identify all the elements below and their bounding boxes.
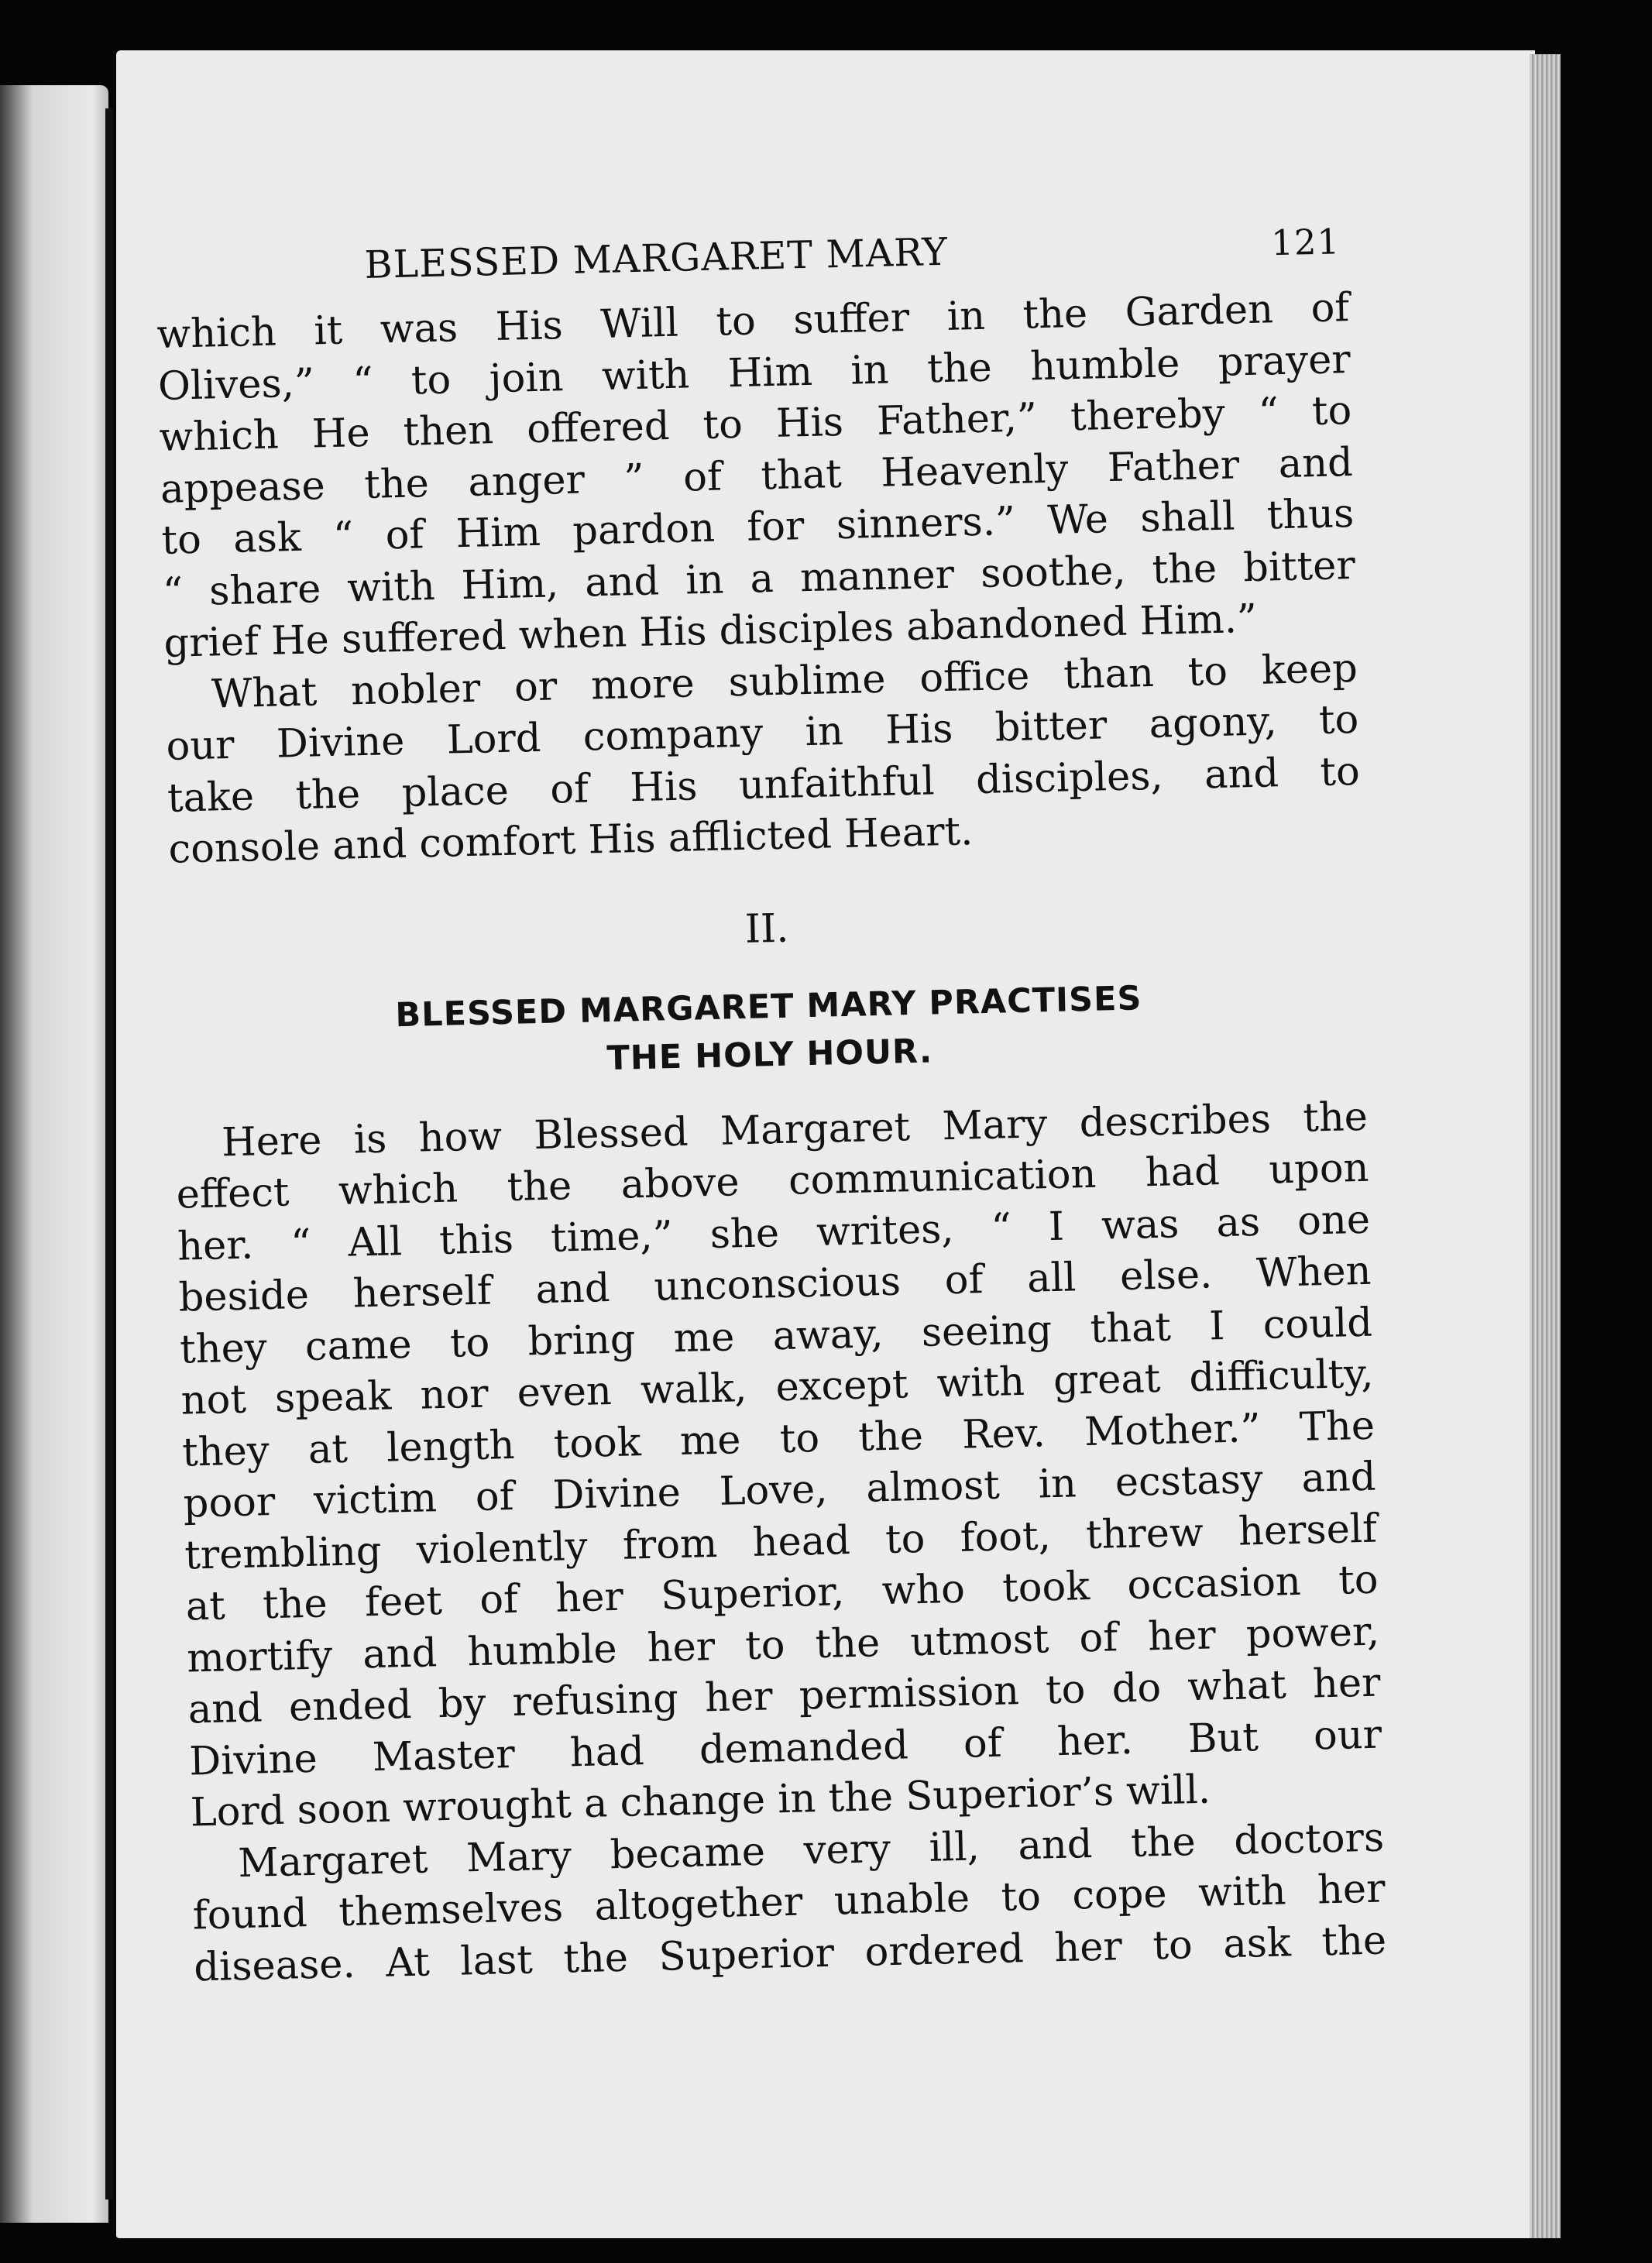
page-edge-stack <box>1530 54 1561 2238</box>
text-line: beside herself and unconscious of all else. When <box>178 1248 1372 1321</box>
text-line: Margaret Mary became very ill, and the doctors <box>237 1815 1385 1887</box>
text-line: Divine Master had demanded of her. But our <box>188 1712 1382 1784</box>
text-line: found themselves altogether unable to cope with her <box>192 1866 1386 1939</box>
section-number: II. <box>744 905 790 953</box>
text-line: effect which the above communication had upon <box>176 1145 1370 1218</box>
text-line: grief He suffered when His disciples abandoned Him.” <box>163 596 1258 667</box>
text-line: “ share with Him, and in a manner soothe, the bitter <box>162 542 1356 616</box>
paragraph <box>191 1812 1387 1993</box>
text-line: appease the anger ” of that Heavenly Father and <box>160 439 1354 513</box>
text-line: and ended by refusing her permission to do what her <box>187 1660 1382 1733</box>
text-line: which it was His Will to suffer in the Garden of <box>156 285 1350 358</box>
page-number: 121 <box>1270 221 1341 264</box>
facing-page-edge <box>0 85 108 2223</box>
text-line: Olives,” “ to join with Him in the humble prayer <box>157 336 1351 410</box>
text-line: take the place of His unfaithful disciples, and to <box>167 748 1361 822</box>
running-title: BLESSED MARGARET MARY <box>363 229 949 287</box>
text-line: to ask “ of Him pardon for sinners.” We shall thus <box>160 490 1355 564</box>
text-line: console and comfort His afflicted Heart. <box>167 809 974 873</box>
text-line: they at length took me to the Rev. Mother.” The <box>181 1403 1376 1476</box>
paragraph <box>175 1091 1384 1839</box>
page-text-block <box>155 221 1387 1993</box>
text-line: our Divine Lord company in His bitter agony, to <box>165 696 1359 770</box>
paragraph <box>164 643 1362 876</box>
section-heading-line: THE HOLY HOUR. <box>606 1031 933 1078</box>
text-line: poor victim of Divine Love, almost in ecstasy and <box>183 1454 1377 1527</box>
text-line: which He then offered to His Father,” thereby “ to <box>158 388 1352 461</box>
text-line: trembling violently from head to foot, threw herself <box>184 1506 1378 1579</box>
book-gutter <box>105 108 113 2199</box>
paragraph <box>156 283 1357 670</box>
text-line: disease. At last the Superior ordered her to ask the <box>193 1917 1387 1990</box>
text-line: Here is how Blessed Margaret Mary describes the <box>221 1094 1369 1166</box>
text-line: not speak nor even walk, except with great difficulty, <box>180 1351 1375 1424</box>
text-line: her. “ All this time,” she writes, “ I was as one <box>177 1197 1371 1270</box>
section-heading-line: BLESSED MARGARET MARY PRACTISES <box>394 978 1142 1035</box>
text-line: What nobler or more sublime office than to keep <box>211 645 1358 717</box>
text-line: they came to bring me away, seeing that I could <box>179 1300 1373 1373</box>
text-line: at the feet of her Superior, who took occasion to <box>185 1557 1379 1630</box>
section-heading <box>172 969 1366 1092</box>
text-line: mortify and humble her to the utmost of her power, <box>186 1609 1380 1682</box>
text-line: Lord soon wrought a change in the Superior’s will. <box>190 1767 1211 1836</box>
